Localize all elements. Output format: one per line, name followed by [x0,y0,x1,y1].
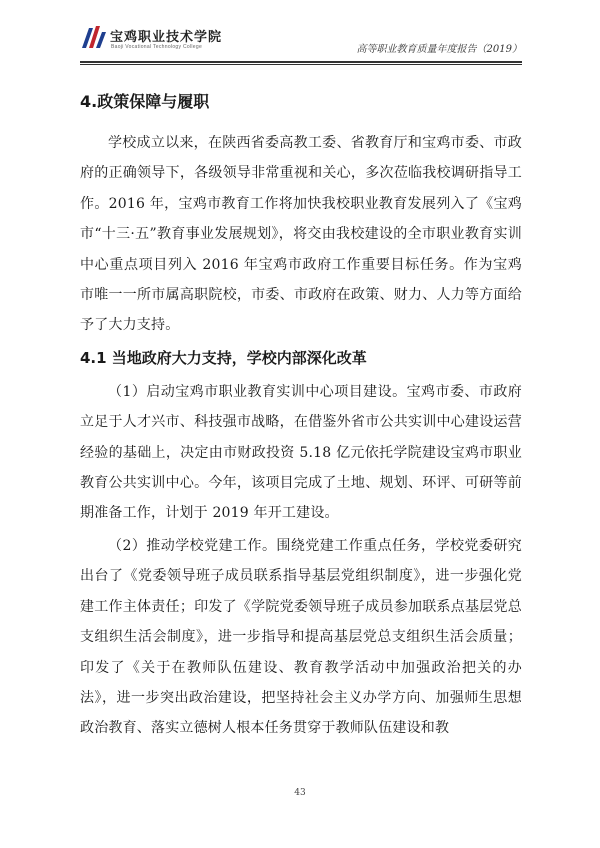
paragraph-party-building: （2）推动学校党建工作。围绕党建工作重点任务，学校党委研究出台了《党委领导班子成员联系指导基层党组织制度》，进一步强化党建工作主体责任；印发了《学院党委领导班子成员参加联系点基层党总支组织生活会制度》，进一步指导和提高基层党总支组织生活会质量；印发了《关于在教师队伍建设、教育教学活动中加强政治把关的办法》，进一步突出政治建设，把坚持社会主义办学方向、加强师生思想政治教育、落实立德树人根本任务贯穿于教师队伍建设和教 [80,537,522,737]
college-english-name: Baoji Vocational Technology College [111,44,203,50]
page-body [80,88,522,744]
page-number: 43 [294,788,306,798]
header-divider [80,61,522,63]
paragraph-training-center: （1）启动宝鸡市职业教育实训中心项目建设。宝鸡市委、市政府立足于人才兴市、科技强市战略，在借鉴外省市公共实训中心建设运营经验的基础上，决定由市财政投资 5.18 亿元依托学院建设宝鸡市职业教育公共实训中心。今年，该项目完成了土地、规划、环评、可研等前期准备工作，计划于 2019 年开工建设。 [80,383,522,522]
subsection-heading: 4.1 当地政府大力支持，学校内部深化改革 [80,348,367,367]
report-title: 高等职业教育质量年度报告（2019） [356,44,522,55]
page-header [80,22,522,60]
college-logo [80,22,240,56]
section-heading: 4.政策保障与履职 [80,92,210,111]
section-intro-paragraph: 学校成立以来，在陕西省委高教工委、省教育厅和宝鸡市委、市政府的正确领导下，各级领导非常重视和关心，多次莅临我校调研指导工作。2016 年，宝鸡市教育工作将加快我校职业教育发展列入了《宝鸡市“十三·五”教育事业发展规划》，将交由我校建设的全市职业教育实训中心重点项目列入 2016 年宝鸡市政府工作重要目标任务。作为宝鸡市唯一一所市属高职院校，市委、市政府在政策、财力、人力等方面给予了大力支持。 [80,135,522,334]
college-emblem-icon [80,24,108,50]
college-name: 宝鸡职业技术学院 [110,30,223,45]
header-divider-thin [80,64,522,65]
